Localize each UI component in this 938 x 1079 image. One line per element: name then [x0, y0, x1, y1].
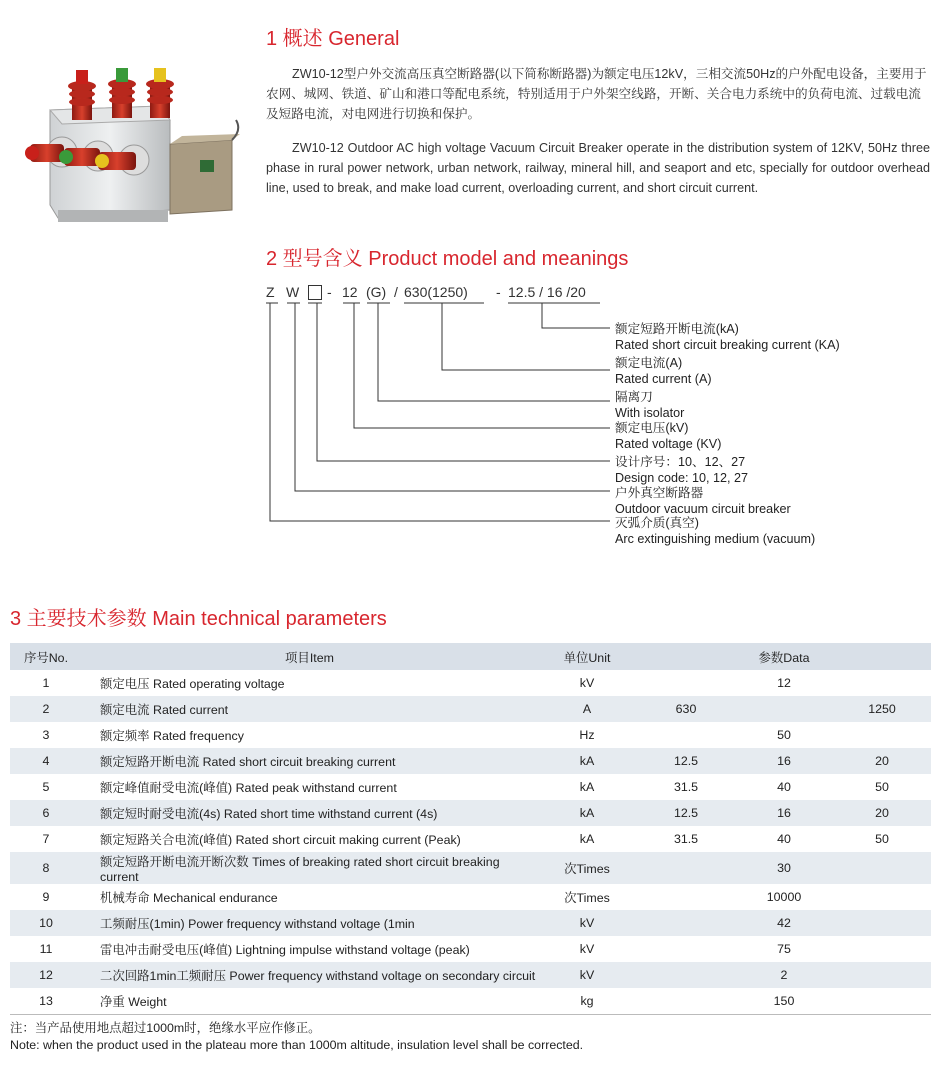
cell-unit: kA — [537, 748, 637, 774]
cell-data-1 — [637, 988, 735, 1015]
table-row — [10, 852, 931, 884]
cell-data-1: 31.5 — [673, 780, 699, 794]
cell-data-1: 630 — [637, 696, 735, 722]
cell-unit: kA — [579, 832, 595, 846]
legend-isolator — [615, 390, 684, 421]
cell-no: 4 — [10, 748, 82, 774]
code-w: W — [286, 284, 300, 300]
table-row — [10, 748, 931, 774]
cell-unit: kA — [579, 780, 595, 794]
header-no: 序号No. — [10, 643, 82, 670]
header-unit: 单位Unit — [537, 643, 637, 670]
legend-isolator-cn: 隔离刀 — [615, 390, 653, 404]
note-cn: 注：当产品使用地点超过1000m时，绝缘水平应作修正。 — [10, 1021, 321, 1035]
legend-isolator-en: With isolator — [615, 405, 685, 420]
section-1-heading: 1 概述 General — [266, 28, 400, 50]
cell-data-3 — [833, 722, 931, 748]
legend-voltage — [615, 421, 721, 452]
cell-data-1 — [637, 962, 735, 988]
cell-no: 12 — [10, 962, 82, 988]
section-3-heading: 3 主要技术参数 Main technical parameters — [10, 608, 387, 630]
cell-no: 2 — [10, 696, 82, 722]
cell-data-3 — [833, 884, 931, 910]
table-header-row — [10, 643, 931, 670]
cell-data-3: 20 — [833, 748, 931, 774]
cell-unit: kg — [537, 988, 637, 1015]
cell-data-3: 1250 — [833, 696, 931, 722]
cell-no: 11 — [39, 942, 53, 956]
cell-data-1 — [637, 670, 735, 696]
note-en: Note: when the product used in the plateau more than 1000m altitude, insulation level shall be corrected. — [10, 1038, 584, 1052]
cell-data-3: 50 — [875, 780, 889, 794]
table-row — [10, 988, 931, 1015]
cell-data-1: 31.5 — [673, 832, 699, 846]
cell-data-2: 40 — [777, 780, 791, 794]
legend-voltage-en: Rated voltage (KV) — [615, 436, 722, 451]
cell-data-3 — [833, 936, 931, 962]
cell-data-1 — [637, 852, 735, 884]
legend-arc-medium — [615, 516, 815, 547]
legend-design-code — [615, 455, 748, 486]
cell-data-3 — [833, 988, 931, 1015]
cell-data-1 — [637, 722, 735, 748]
code-voltage: 12 — [342, 284, 358, 300]
table-row — [10, 936, 931, 962]
table-row — [10, 670, 931, 696]
legend-current — [615, 356, 712, 387]
cell-data-1 — [637, 884, 735, 910]
cell-data-2 — [735, 696, 833, 722]
cell-data-2: 16 — [735, 800, 833, 826]
cell-data-1 — [637, 910, 735, 936]
legend-breaking-cn: 额定短路开断电流(kA) — [615, 322, 739, 336]
cell-data-2: 150 — [735, 988, 833, 1015]
cell-unit: kV — [579, 942, 595, 956]
cell-data-2: 30 — [735, 852, 833, 884]
header-data: 参数Data — [637, 643, 931, 670]
cell-data-2: 16 — [735, 748, 833, 774]
legend-breaking — [615, 322, 840, 353]
legend-voltage-cn: 额定电压(kV) — [615, 421, 689, 435]
cell-item: 机械寿命 Mechanical endurance — [100, 891, 278, 905]
header-item: 项目Item — [82, 643, 537, 670]
table-row — [10, 962, 931, 988]
cell-unit: A — [537, 696, 637, 722]
cell-item: 额定频率 Rated frequency — [100, 729, 244, 743]
code-current: 630(1250) — [404, 284, 468, 300]
code-dash-2: - — [496, 284, 501, 300]
cell-item: 额定短路开断电流开断次数 Times of breaking rated short circuit breaking current — [82, 852, 537, 884]
cell-item: 工频耐压(1min) Power frequency withstand voltage (1min — [82, 910, 537, 936]
cell-no: 6 — [10, 800, 82, 826]
cell-no: 13 — [10, 988, 82, 1015]
table-row — [10, 910, 931, 936]
cell-data-2: 50 — [777, 728, 791, 742]
legend-current-cn: 额定电流(A) — [615, 356, 683, 370]
cell-no: 10 — [10, 910, 82, 936]
cell-no: 9 — [42, 890, 50, 904]
cell-data-1 — [637, 936, 735, 962]
code-dash-1: - — [327, 284, 332, 300]
code-breaking-current: 12.5 / 16 /20 — [508, 284, 586, 300]
cell-no: 7 — [42, 832, 50, 846]
cell-data-3 — [833, 852, 931, 884]
cell-item: 额定短路关合电流(峰值) Rated short circuit making current (Peak) — [100, 833, 461, 847]
general-paragraph-cn: ZW10-12型户外交流高压真空断路器(以下简称断路器)为额定电压12kV，三相交流50Hz的户外配电设备，主要用于农网、城网、铁道、矿山和港口等配电系统，特别适用于户外架空线路，开断、关合电力系统中的负荷电流、过载电流及短路电流，对电网进行切换和保护。 — [266, 67, 927, 121]
table-row — [10, 722, 931, 748]
parameters-table — [10, 643, 931, 1015]
table-row — [10, 826, 931, 852]
table-row — [10, 884, 931, 910]
cell-data-1: 12.5 — [637, 748, 735, 774]
table-row — [10, 800, 931, 826]
cell-unit: 次Times — [564, 891, 610, 905]
cell-data-3 — [833, 910, 931, 936]
table-row — [10, 696, 931, 722]
code-z: Z — [266, 284, 275, 300]
cell-item: 二次回路1min工频耐压 Power frequency withstand voltage on secondary circuit — [82, 962, 537, 988]
legend-arc-medium-cn: 灭弧介质(真空) — [615, 516, 699, 530]
legend-breaking-en: Rated short circuit breaking current (KA) — [615, 337, 840, 352]
general-paragraph-en: ZW10-12 Outdoor AC high voltage Vacuum Circuit Breaker operate in the distribution system of 12KV, 50Hz three phase in rural power network, urban network, railway, mineral hill, and seaport and etc, specially for outdoor overhead line, used to break, and make load current, overloading current, and short circuit current. — [266, 141, 930, 195]
cell-data-3 — [833, 670, 931, 696]
cell-data-3 — [833, 962, 931, 988]
cell-unit: kA — [537, 800, 637, 826]
cell-unit: Hz — [579, 728, 595, 742]
cell-item: 额定短时耐受电流(4s) Rated short time withstand current (4s) — [82, 800, 537, 826]
cell-no: 8 — [10, 852, 82, 884]
cell-data-2: 75 — [777, 942, 791, 956]
section-2-heading: 2 型号含义 Product model and meanings — [266, 248, 629, 270]
cell-item: 额定电流 Rated current — [82, 696, 537, 722]
legend-outdoor — [615, 486, 791, 517]
legend-outdoor-cn: 户外真空断路器 — [615, 486, 704, 500]
code-slash: / — [394, 284, 398, 300]
cell-no: 5 — [42, 780, 50, 794]
legend-current-en: Rated current (A) — [615, 371, 712, 386]
cell-item: 额定短路开断电流 Rated short circuit breaking current — [82, 748, 537, 774]
cell-item: 额定电压 Rated operating voltage — [100, 677, 285, 691]
legend-outdoor-en: Outdoor vacuum circuit breaker — [615, 501, 791, 516]
table-row — [10, 774, 931, 800]
cell-unit: kV — [579, 676, 595, 690]
cell-item: 额定峰值耐受电流(峰值) Rated peak withstand current — [100, 781, 397, 795]
code-isolator: (G) — [366, 284, 387, 300]
legend-arc-medium-en: Arc extinguishing medium (vacuum) — [615, 531, 816, 546]
legend-design-code-cn: 设计序号：10、12、27 — [615, 455, 746, 469]
cell-unit: kV — [537, 910, 637, 936]
cell-data-3: 20 — [833, 800, 931, 826]
cell-no: 1 — [42, 676, 50, 690]
cell-data-2: 2 — [735, 962, 833, 988]
cell-item: 净重 Weight — [82, 988, 537, 1015]
cell-item: 雷电冲击耐受电压(峰值) Lightning impulse withstand voltage (peak) — [100, 943, 470, 957]
cell-data-1: 12.5 — [637, 800, 735, 826]
legend-design-code-en: Design code: 10, 12, 27 — [615, 470, 749, 485]
cell-unit: 次Times — [537, 852, 637, 884]
cell-data-2: 40 — [777, 832, 791, 846]
cell-data-2: 42 — [735, 910, 833, 936]
cell-data-2: 10000 — [766, 890, 802, 904]
cell-data-3: 50 — [875, 832, 889, 846]
cell-data-2: 12 — [777, 676, 791, 690]
cell-unit: kV — [537, 962, 637, 988]
cell-no: 3 — [42, 728, 50, 742]
